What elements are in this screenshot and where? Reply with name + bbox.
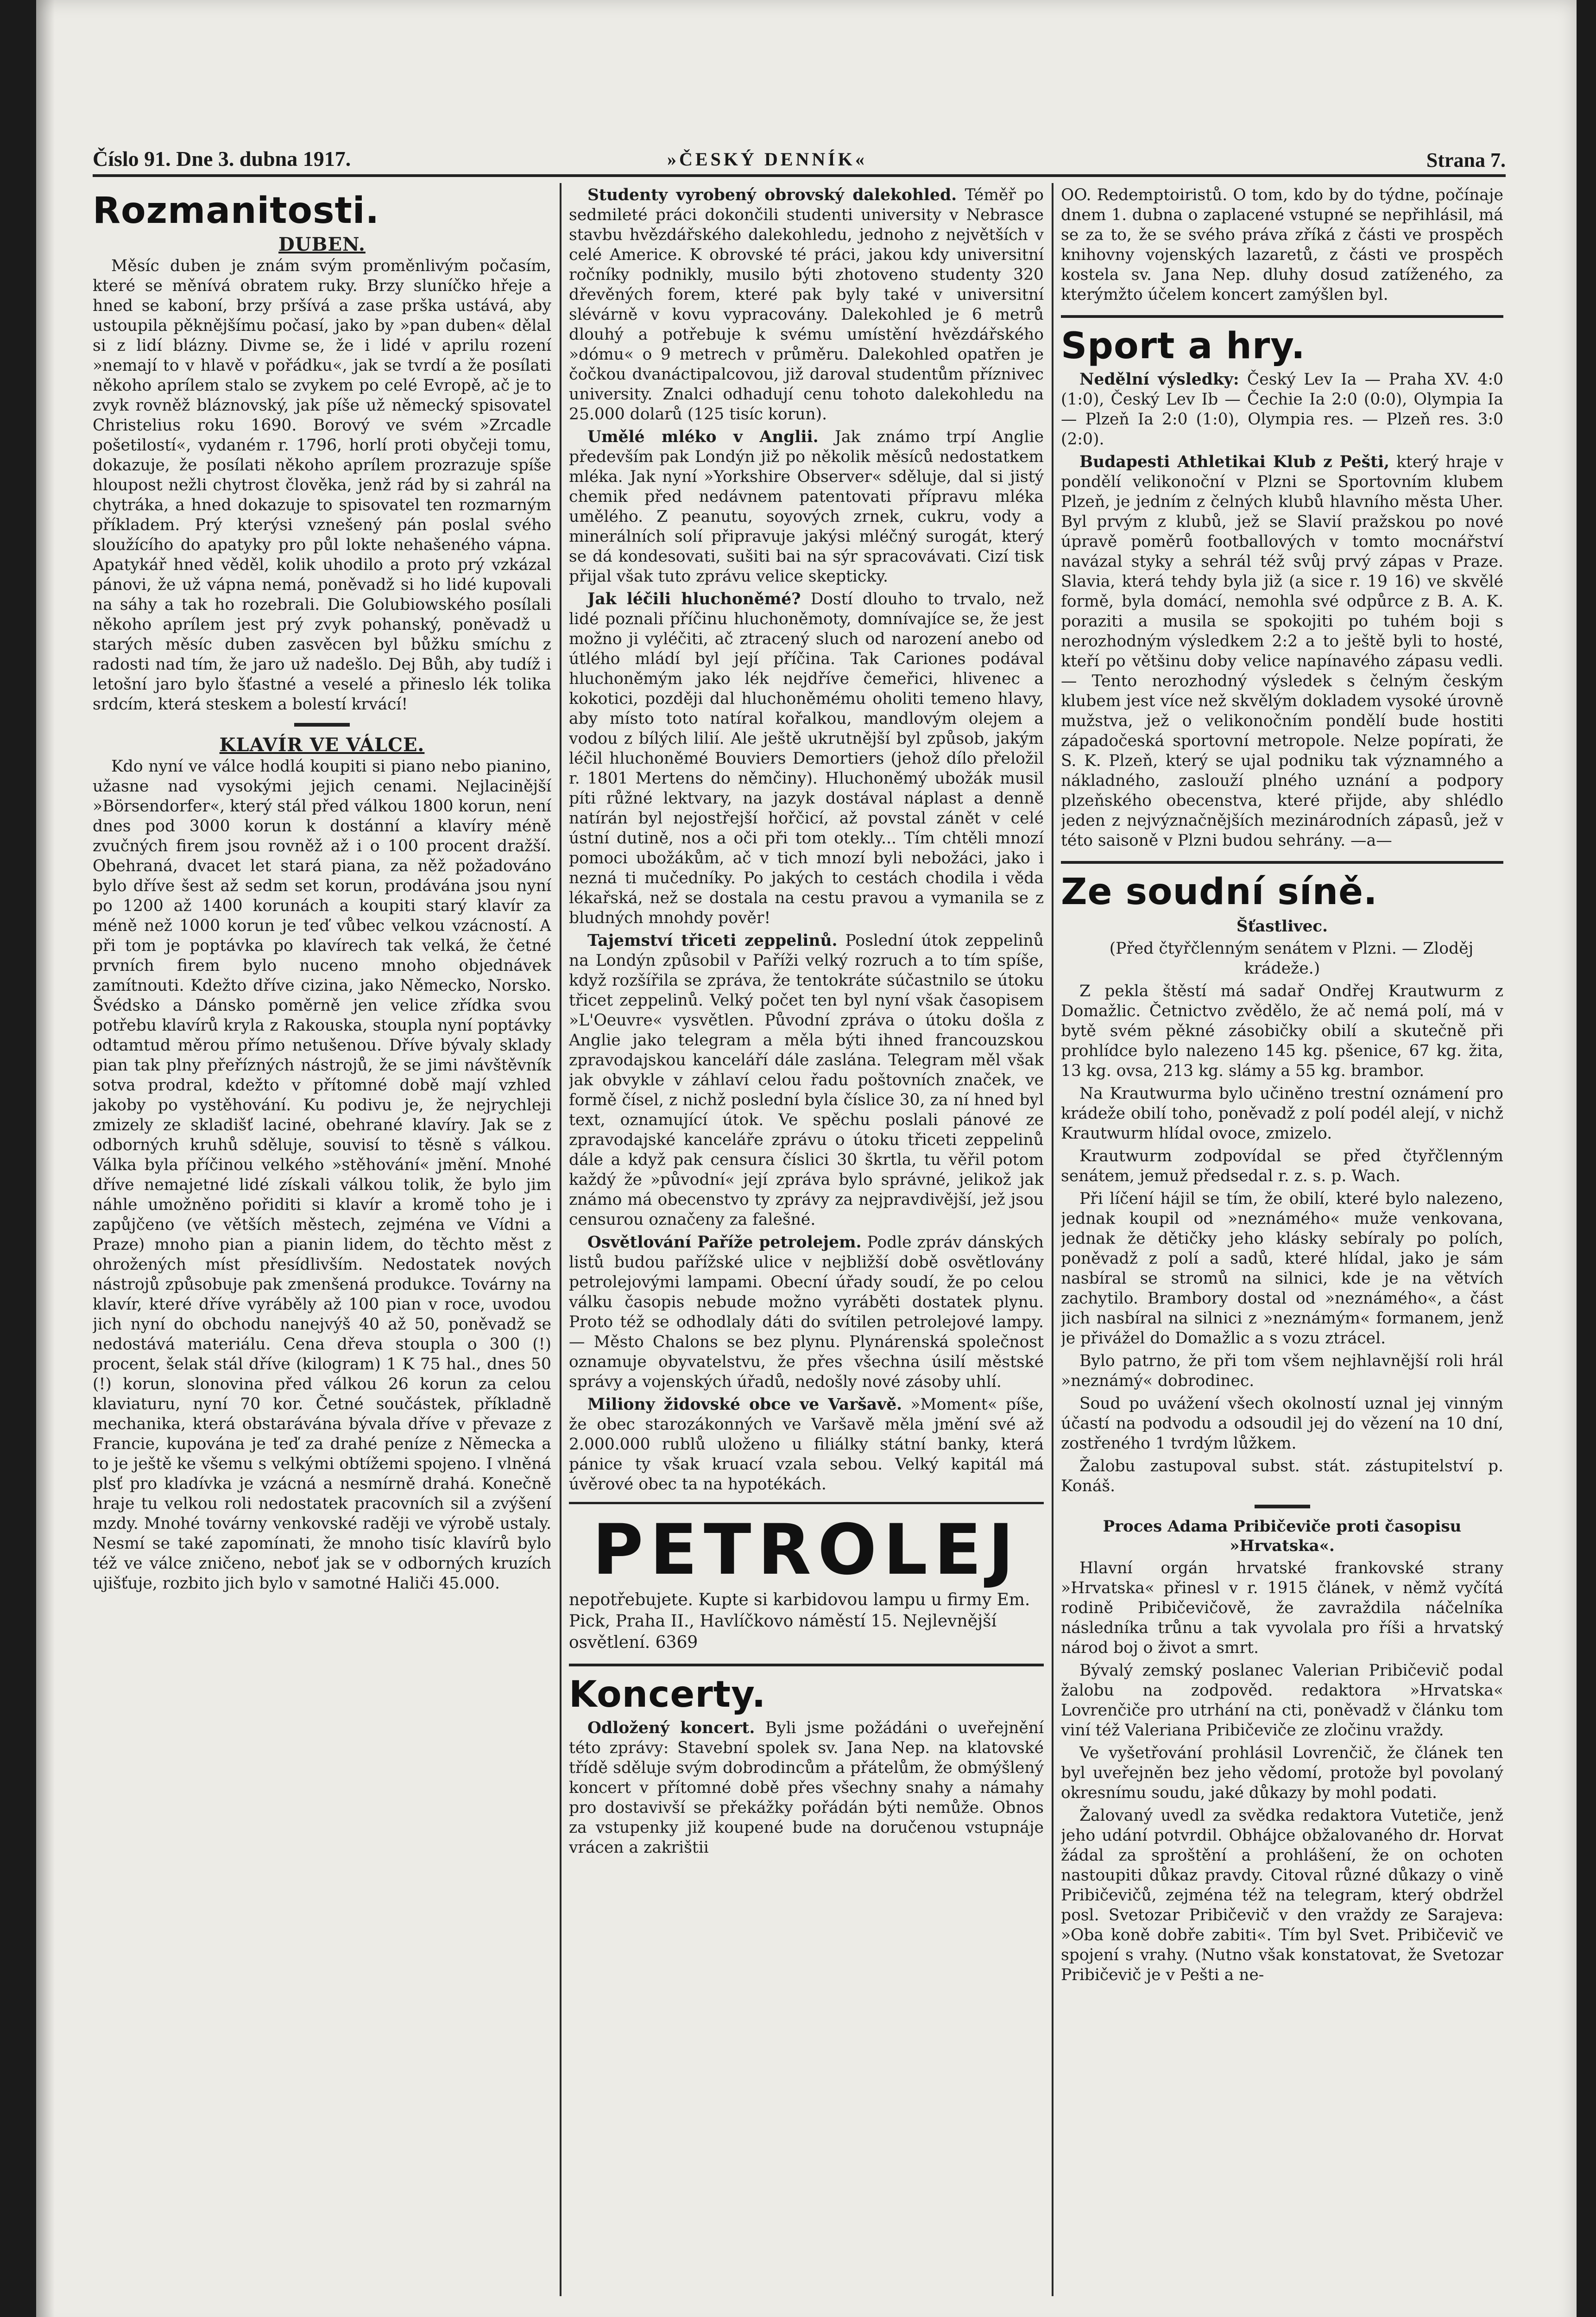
- news-item-continued: OO. Redemptoiristů. O tom, kdo by do týdne, počínaje dnem 1. dubna o zaplacené vstupné se nepřihlásil, má se za to, že se svého práva zříká z části ve prospěch knihovny vojenských lazaretů, z části ve prospěch kostela sv. Jana Nep. dluhy dosud zatíženého, za kterýmžto účelem koncert zamýšlen byl.: [1061, 186, 1503, 304]
- article-paragraph: Žalobu zastupoval subst. stát. zástupitelství p. Konáš.: [1061, 1457, 1503, 1495]
- article-paragraph: Z pekla štěstí má sadař Ondřej Krautwurm z Domažlic. Četnictvo zvědělo, že ač nemá polí, má v bytě svém pěkné zásobičky obilí a skutečně při prohlídce bylo nalezeno 145 kg. pšenice, 67 kg. žita, 13 kg. ovsa, 213 kg. slámy a 55 kg. brambor.: [1061, 982, 1503, 1080]
- section-title-koncerty: Koncerty.: [569, 1674, 766, 1716]
- divider: [294, 723, 350, 727]
- divider: [1061, 315, 1503, 318]
- divider: [1255, 1505, 1310, 1508]
- advertisement-petrolej: [569, 1502, 1044, 1653]
- issue-date: Číslo 91. Dne 3. dubna 1917.: [93, 147, 351, 171]
- section-title-sport: Sport a hry.: [1061, 325, 1306, 367]
- article-paragraph: Bývalý zemský poslanec Valerian Pribičevič podal žalobu na zodpověd. redaktora »Hrvatska« Lovrenčiče pro utrhání na cti, poněvadž v článku tom viní též Valeriana Pribičeviče ze zločinu vraždy.: [1061, 1661, 1503, 1740]
- news-item: Budapesti Athletikai Klub z Pešti, který hraje v pondělí velikonoční v Plzni se Sportovním klubem Plzeň, je jedním z čelných klubů hlavního města Uher. Byl prvým z klubů, jež se Slavií pražskou po nové úpravě poměrů footballových v tomto mocnářství navázal styky a sehrál též svůj prvý zápas v Praze. Slavia, která tehdy byla již (a sice r. 19 16) ve skvělé formě, byla domácí, nemohla své odpůrce z B. A. K. poraziti a musila se spokojiti po tuhém boji s nerozhodným výsledkem 2:2 a to ještě byli to hosté, kteří po většinu doby velice napínavého zápasu vedli. — Tento nerozhodný výsledek s čelným českým klubem jest více než skvělým dokladem vysoké úrovně mužstva, jež o velikonočním pondělí bude hostiti západočeská sportovní metropole. Nelze popírati, že S. K. Plzeň, který se ujal podniku tak významného a nákladného, zaslouží plného uznání a podpory plzeňského obecenstva, které přijde, aby shlédlo jeden z nejvýznačnějších mezinárodních zápasů, jež v této saisoně v Plzni budou sehrány. —a—: [1061, 453, 1503, 850]
- article-title-stastlivec: Šťastlivec.: [1236, 917, 1328, 936]
- news-item: Umělé mléko v Anglii. Jak známo trpí Anglie především pak Londýn již po několik měsíců nedostatkem mléka. Jak nyní »Yorkshire Observer« sděluje, dal si jistý chemik před nedávnem patentovati přípravu mléka umělého. Z peanutu, soyových zrnek, cukru, vody a minerálních solí připravuje jakýsi mléčný surogát, který se dá kondesovati, sušiti bai na sýr spracovávati. Cizí tisk přijal však tuto zprávu velice skepticky.: [569, 428, 1044, 586]
- article-title-duben: DUBEN.: [278, 234, 366, 255]
- page-header: [93, 146, 1506, 177]
- news-item: Nedělní výsledky: Český Lev Ia — Praha XV. 4:0 (1:0), Český Lev Ib — Čechie Ia 2:0 (0:0), Olympia Ia — Plzeň Ia 2:0 (1:0), Olympia res. — Plzeň res. 3:0 (2:0).: [1061, 370, 1503, 449]
- news-item: Tajemství třiceti zeppelinů. Poslední útok zeppelinů na Londýn způsobil v Paříži velký rozruch a to tím spíše, když rozšířila se zpráva, že tentokráte súčastnilo se útoku třicet zeppelinů. Velký počet ten byl nyní však časopisem »L'Oeuvre« vysvětlen. Původní zpráva o útoku došla z Anglie jako telegram a měla býti ihned francouzskou zpravodajskou kanceláří dále zaslána. Telegram měl však jak obvykle v záhlaví celou řadu poštovních značek, ve formě čísel, z nichž poslední byla číslice 30, za ní hned byl text, oznamující útok. Ve spěchu poslali pánové ze zpravodajské kanceláře zprávu o útoku třiceti zeppelinů dále a když pak censura číslici 30 škrtla, tu věřil potom každý že »původní« její zpráva bylo správné, jelikož jak známo má obecenstvo ty zprávy za nejpravdivější, jež jsou censurou označeny za falešné.: [569, 931, 1044, 1229]
- article-paragraph: Žalovaný uvedl za svědka redaktora Vutetiče, jenž jeho udání potvrdil. Obhájce obžalovaného dr. Horvat žádal za sproštění a prohlášení, že on ochoten nastoupiti důkaz pravdy. Citoval různé důkazy o vině Pribičevičů, zejména též na telegram, který obdržel posl. Svetozar Pribičevič v den vraždy ze Sarajeva: »Oba koně dobře zabiti«. Tím byl Svet. Pribičevič ve spojení s vrahy. (Nutno však konstatovat, že Svetozar Pribičevič je v Pešti a ne-: [1061, 1806, 1503, 1984]
- column-1: [93, 185, 551, 2298]
- news-item: Studenty vyrobený obrovský dalekohled. Téměř po sedmileté práci dokončili studenti university v Nebrasce stavbu hvězdářského dalekohledu, jednoho z největších v celé Americe. K obrovské té práci, jakou kdy universitní ročníky podnikly, musilo býti zhotoveno studenty 320 dřevěných forem, které pak byly také v universitní slévárně v kovu vypracovány. Dalekohled je 6 metrů dlouhý a potřebuje k svému umístění hvězdářského »dómu« o 9 metrech v průměru. Dalekohled opatřen je čočkou dvanáctipalcovou, již daroval studentům příznivec university. Znalci odhadují cenu tohoto dalekohledu na 25.000 dolarů (125 tisíc korun).: [569, 186, 1044, 424]
- masthead: »ČESKÝ DENNÍK«: [667, 149, 867, 170]
- news-item: Miliony židovské obce ve Varšavě. »Moment« píše, že obec starozákonných ve Varšavě měla jmění své až 2.000.000 rublů uloženo u filiálky státní banky, která pánice ty však kruací vzala sebou. Velký kapitál má úvěrové obec ta na hypotékách.: [569, 1395, 1044, 1494]
- article-paragraph: Hlavní orgán hrvatské frankovské strany »Hrvatska« přinesl v r. 1915 článek, v němž vyčítá rodině Pribičevičově, že zavraždila náčelníka následníka trůnu a tak vyvolala pro říši a hrvatský národ boj o život a smrt.: [1061, 1559, 1503, 1657]
- article-paragraph: Soud po uvážení všech okolností uznal jej vinným účastí na podvodu a odsoudil jej do vězení na 10 dní, zostřeného 1 tvrdým lůžkem.: [1061, 1394, 1503, 1453]
- section-title-rozmanitosti: Rozmanitosti.: [93, 190, 380, 232]
- page-number: Strana 7.: [1426, 149, 1506, 171]
- article-title-klavir: KLAVÍR VE VÁLCE.: [219, 734, 425, 756]
- article-title-proces: Proces Adama Pribičeviče proti časopisu »Hrvatska«.: [1103, 1517, 1462, 1555]
- column-3: [1061, 185, 1503, 2298]
- article-body-klavir: Kdo nyní ve válce hodlá koupiti si piano nebo pianino, užasne nad vysokými jejich cenami. Nejlacinější »Börsendorfer«, který stál před válkou 1800 korun, není dnes pod 3000 korun k dostánní a klavíry méně zvučných firem jsou rovněž až i o 100 procent dražší. Obehraná, dvacet let stará piana, za něž požadováno bylo dříve šest až sedm set korun, prodávána jsou nyní po 1200 až 1400 korunách a koupiti starý klavír za méně než 1000 korun je teď vůbec velkou vzácností. A při tom je poptávka po klavírech tak velká, že četné prvních firem bylo nuceno mnoho objednávek zamítnouti. Kdežto dříve cizina, jako Německo, Norsko. Švédsko a Dánsko poměrně jen velice zřídka svou potřebu klavírů kryla z Rakouska, stoupla nyní poptávky odtamtud měrou přímo netušenou. Dříve bývaly sklady pian tak plny přeřízných nástrojů, že se jimi návštěvník sotva prodral, kdežto v přítomné době mají vzhled jakoby po vystěhování. Ku podivu je, že nejrychleji zmizely ze skladišť laciné, obehrané klavíry. Jak se z odborných kruhů sděluje, souvisí to těsně s válkou. Válka byla příčinou velkého »stěhování« jmění. Mnohé dříve nemajetné lidé získali válkou tolik, že bylo jim náhle umožněno pořiditi si klavír a kromě toho je i zapůjčeno (ve větších městech, zejména ve Vídni a Praze) mnoho pian a pianin lidem, do těchto měst z ohrožených míst přesídlivším. Nedostatek nových nástrojů způsobuje pak zmenšená produkce. Továrny na klavír, které dříve vyráběly až 100 pian v roce, uvodou jich nyní do obchodu nanejvýš 40 až 50, poněvadž se nedostává materiálu. Cena dřeva stoupla o 300 (!) procent, šelak stál dříve (kilogram) 1 K 75 hal., dnes 50 (!) korun, slonovina před válkou 26 korun za celou klaviaturu, nyní 70 kor. Četné součástek, příkladně mechanika, která obstarávána bývala dříve v převaze z Francie, kupována je teď za drahé peníze z Německa a to je ještě ke všemu s velkými obtížemi spojeno. I vlněná plsť pro kladívka je vzácná a nesmírně drahá. Konečně hraje tu velkou roli nedostatek pracovních sil a zvýšení mzdy. Mnohé továrny venkovské raději ve výrobě ustaly. Nesmí se také zapomínati, že mnoho tisíc klavírů bylo též ve válce zničeno, neboť jak se v odborných kruzích ujišťuje, rozbito jich bylo v samotné Haliči 45.000.: [93, 757, 551, 1593]
- news-item: Jak léčili hluchoněmé? Dostí dlouho to trvalo, než lidé poznali příčinu hluchoněmoty, domnívajíce se, že jest možno ji vyléčiti, ač ztracený sluch od narození anebo od útlého mládí byl její příčina. Tak Cariones podával hluchoněmým jako lék nejdříve čemeřici, hlivenec a kokotici, později dal hluchoněmému oholiti temeno hlavy, aby místo toto natíral kořalkou, mandlovým olejem a vodou z bílých lilií. Ale ještě ukrutnější byl způsob, jakým léčil hluchoněmé Bouviers Demortiers (jehož dílo přeložil r. 1801 Mertens do němčiny). Hluchoněmý ubožák musil píti růžné lektvary, na jazyk dostával náplast a denně natírán byl nejostřejší hořčicí, až povstal zánět v celé ústní dutině, nos a oči při tom otekly... Tím chtěli mnozí pomoci ubožákům, ač v tich mnozí byli nebožáci, jako i nezná ti mučedníky. Po jakých to cestách chodila i věda lékařská, než se dostala na cestu pravou a vymanila se z bludných mnohdy pověr!: [569, 590, 1044, 927]
- article-paragraph: Při líčení hájil se tím, že obilí, které bylo nalezeno, jednak koupil od »neznámého« muže venkovana, jednak že dětičky jeho klásky sebíraly po polích, poněvadž z polí a sadů, které hlídal, jako je sám nasbíral se stromů na silnici, kde je na větvích zachytilo. Brambory dostal od »neznámého«, a část jich nasbíral na silnici z »neznámým« formanem, jenž je přivážel do Domažlic a s vozu ztrácel.: [1061, 1190, 1503, 1348]
- section-title-soudni-sin: Ze soudní síně.: [1061, 871, 1378, 913]
- news-item: Osvětlování Paříže petrolejem. Podle zpráv dánských listů budou pařížské ulice v nejbližší době osvětlovány petrolejovými lampami. Obecní úřady soudí, že po celou válku časopis nebude možno vyráběti dostatek plynu. Proto též se odhodlaly dáti do svítilen petrolejové lampy. — Město Chalons se bez plynu. Plynárenská společnost oznamuje obyvatelstvu, že přes všechna úsilí městské správy a vojenských úřadů, nedošly nové zásoby uhlí.: [569, 1233, 1044, 1391]
- ad-text: nepotřebujete. Kupte si karbidovou lampu u firmy Em. Pick, Praha II., Havlíčkovo náměstí 15. Nejlevnější osvětlení. 6369: [569, 1590, 1030, 1652]
- page-fold-shadow: [36, 0, 55, 2317]
- column-rule-2: [1052, 183, 1053, 2296]
- column-2: [569, 185, 1044, 2298]
- article-subtitle: (Před čtyřčlenným senátem v Plzni. — Zloděj krádeže.): [1109, 939, 1474, 978]
- article-paragraph: Na Krautwurma bylo učiněno trestní oznámení pro krádeže obilí toho, poněvadž z polí podél alejí, v nichž Krautwurm hlídal ovoce, zmizelo.: [1061, 1084, 1503, 1143]
- news-item: Odložený koncert. Byli jsme požádáni o uveřejnění této zprávy: Stavební spolek sv. Jana Nep. na klatovské třídě sděluje svým dobrodincům a přátelům, že obmýšlený koncert v přítomné době přes všechny snahy a námahy pro dostavivší se překážky pořádán býti nemůže. Obnos za vstupenky již koupené bude na doručenou vstupnáje vrácen a zakrištii: [569, 1719, 1044, 1857]
- ad-headline: PETROLEJ: [592, 1510, 1021, 1590]
- article-body-duben: Měsíc duben je znám svým proměnlivým počasím, které se měnívá obratem ruky. Brzy sluníčko hřeje a hned se kaboní, brzy pršívá a zase prška ustává, aby ustoupila pěknějšímu počasí, jako by »pan duben« dělal si z lidí blázny. Divme se, že i lidé v aprilu rození »nemají to v hlavě v pořádku«, jak se tvrdí a že posílati někoho aprílem stalo se zvykem po celé Evropě, ač je to zvyk rovněž bláznovský, jak píše už německý spisovatel Christelius roku 1690. Borový ve svém »Zrcadle pošetilostí«, vydaném r. 1796, horlí proti obyčeji tomu, dokazuje, že posílati někoho aprílem prozrazuje spíše hloupost nežli chytrost člověka, jenž rád by si zahrál na chytráka, a hned dokazuje to spisovatel ten rozmarným příkladem. Prý kterýsi vznešený pán poslal svého sloužícího do apatyky pro půl lokte nehašeného vápna. Apatykář hned věděl, kolik uhodilo a proto prý vzkázal pánovi, že už vápna nemá, poněvadž si ho lidé kupovali na sáhy a tak ho rozebrali. Die Golubiowského posílali někoho aprílem jest prý zvyk pohanský, poněvadž u starých měsíc duben zasvěcen byl bůžku smíchu z radosti nad tím, že jaro už nadešlo. Dej Bůh, aby tudíž i letošní jaro bylo šťastné a veselé a přineslo lék tolika srdcím, která steskem a bolestí krvácí!: [93, 257, 551, 714]
- article-paragraph: Bylo patrno, že při tom všem nejhlavnější roli hrál »neznámý« dobrodinec.: [1061, 1352, 1503, 1390]
- divider: [569, 1664, 1044, 1666]
- column-rule-1: [560, 183, 561, 2296]
- article-paragraph: Ve vyšetřování prohlásil Lovrenčič, že článek ten byl uveřejněn bez jeho vědomí, protože byl povolaný okresnímu soudu, jaké důkazy by mohl podati.: [1061, 1744, 1503, 1802]
- divider: [1061, 861, 1503, 864]
- article-paragraph: Krautwurm zodpovídal se před čtyřčlenným senátem, jemuž předsedal r. z. s. p. Wach.: [1061, 1147, 1503, 1185]
